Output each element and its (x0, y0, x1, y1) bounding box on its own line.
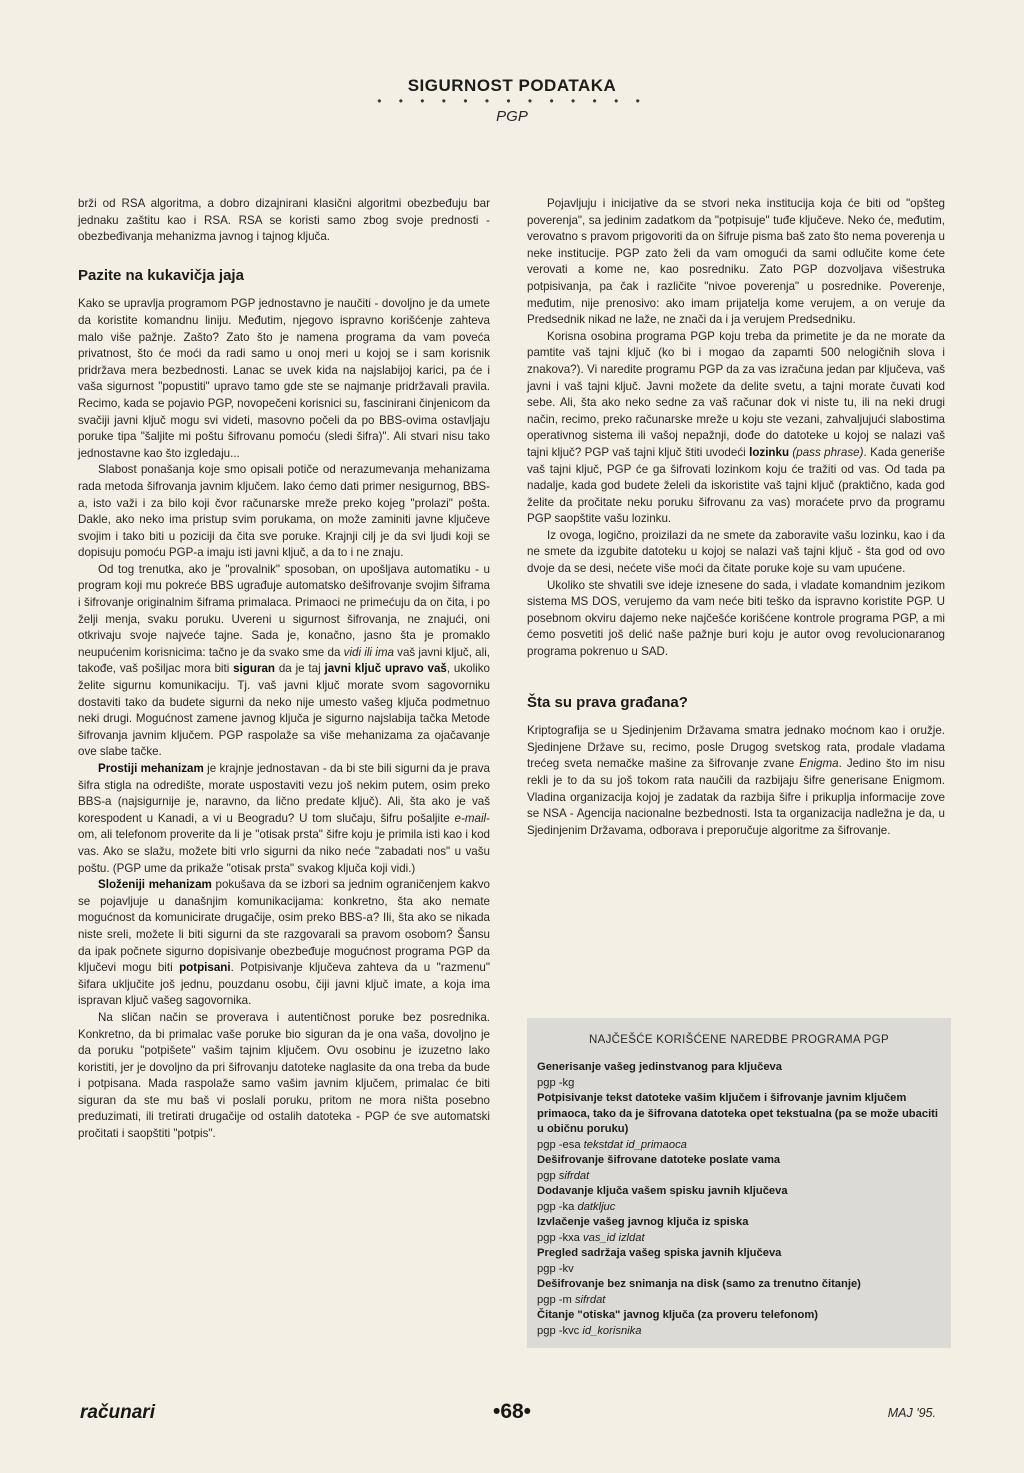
paragraph: Prostiji mehanizam je krajnje jednostavan - da bi ste bili sigurni da je prava šifra stigla na odredište, morate uspostaviti vezu još nekim putem, osim preko BBS-a (najsigurnije je, naravno, da lično predate ključ). Ali, šta ako je vaš korespodent u Kanadi, a vi u Beogradu? U tom slučaju, šifru pošaljite e-mail-om, ali telefonom proverite da li je "otisak prsta" šifre koju je primila isti kao i kod vas. Ako se slažu, možete biti vrlo sigurni da niko neće "zabadati nos" u vašu poštu. (PGP ume da prikaže "otisak prsta" svakog ključa koji vidi.) (78, 762, 490, 875)
subheading: Pazite na kukavičja jaja (78, 266, 244, 284)
command-item: Pregled sadržaja vašeg spiska javnih ključeva pgp -kv (537, 1247, 782, 1275)
paragraph: brži od RSA algoritma, a dobro dizajnirani klasični algoritmi obezbeđuju bar jednaku zaštitu kao i RSA. RSA se koristi samo zbog svoje prednosti - obezbeđivanja mehanizma javnog i tajnog ključa. (78, 197, 490, 244)
command-item: Izvlačenje vašeg javnog ključa iz spiska pgp -kxa vas_id izldat (537, 1216, 749, 1244)
paragraph: Korisna osobina programa PGP koju treba da primetite je da ne morate da pamtite vaš tajni ključ (ko bi i mogao da zapamti 500 nelogičnih slova i znakova?). Vi naredite programu PGP da za vas izračuna jedan par ključeva, vaš javni i vaš tajni ključ. Javni možete da delite svetu, a tajni morate čuvati kod sebe. Ali, šta ako neko sedne za vaš računar dok vi niste tu, ili na neki drugi način, recimo, preko računarske mreže u koju ste vezani, zahvaljujući slabostima operativnog sistema ili vašoj nepažnji, dođe do datoteke u kojoj se nalazi vaš tajni ključ? PGP vaš tajni ključ štiti uvodeći lozinku (pass phrase). Kada generiše vaš tajni ključ, PGP će ga šifrovati lozinkom koju će tražiti od vas. Od tada pa nadalje, kada god budete želeli da iskoristite vaš tajni ključ (praktično, kada god želite da pročitate neku poruku šifrovanu za vas) moraćete prvo da programu PGP saopštite vašu lozinku. (527, 329, 945, 526)
paragraph: Slabost ponašanja koje smo opisali potiče od nerazumevanja mehanizama rada metoda šifrovanja javnim ključem. Iako ćemo dati primer nesigurnog, BBS-a, isto važi i za bilo koji čvor računarske mreže preko kojeg "prolazi" pošta. Dakle, ako neko ima pristup svim porukama, on može zaminiti javne ključeve svojim i tako biti u poziciji da čita sve poruke. Krajnji cilj je da svi ljudi koji se dopisuju pomoću PGP-a imaju isti javni ključ, a da to i ne znaju. (78, 463, 490, 560)
section-subtitle: PGP (496, 108, 528, 125)
paragraph: Ukoliko ste shvatili sve ideje iznesene do sada, i vladate komandnim jezikom sistema MS DOS, verujemo da vam neće biti teško da ispravno koristite PGP. U posebnom okviru dajemo neke najčešće korišćene kontrole programa PGP, a mi ćemo posvetiti još delić naše pažnje buri koju je autor ovog revolucionaranog programa pokrenuo u SAD. (527, 578, 945, 659)
right-column (527, 196, 945, 839)
command-item: Dešifrovanje šifrovane datoteke poslate vama pgp sifrdat (537, 1154, 781, 1182)
command-item: Čitanje "otiska" javnog ključa (za proveru telefonom) pgp -kvc id_korisnika (537, 1309, 819, 1337)
left-column (78, 196, 490, 1143)
command-box (527, 1018, 951, 1348)
page-number: •68• (492, 1400, 532, 1423)
section-header (0, 76, 1024, 125)
dot-rule: • • • • • • • • • • • • • (377, 94, 647, 108)
paragraph: Na sličan način se proverava i autentičnost poruke bez posrednika. Konkretno, da bi primalac vaše poruke bio siguran da je ona vaša, dovoljno je da poruku "potpišete" vašim tajnim ključem. Ovu osobinu je izuzetno lako koristiti, jer je dovoljno da pri šifrovanju datoteke naglasite da ona treba da bude i potpisana. Mada raspolaže samo vašim javnim ključem, primalac će biti siguran da ste mu baš vi poslali poruku, pritom ne mora ništa posebno preduzimati, ili tretirati drugačije od ostalih datoteka - PGP će sve automatski pročitati i saopštiti "potpis". (78, 1010, 490, 1141)
section-title: SIGURNOST PODATAKA (407, 76, 617, 95)
issue-label: MAJ '95. (887, 1406, 936, 1420)
paragraph: Iz ovoga, logično, proizilazi da ne smete da zaboravite vašu lozinku, kao i da ne smete da izgubite datoteku u kojoj se nalazi vaš tajni ključ - šta god od ovo dvoje da se desi, nećete više moći da čitate poruke koje su vam upućene. (527, 528, 945, 576)
command-item: Generisanje vašeg jedinstvanog para ključeva pgp -kg (537, 1061, 782, 1089)
paragraph: Od tog trenutka, ako je "provalnik" sposoban, on upošljava automatiku - u program koji mu pokreće BBS ugrađuje automatsko dešifrovanje svojim šiframa i šifrovanje originalnim šiframa primalaca. Primaoci ne primećuju da on čita, i po želji menja, svaku poruku. Uvereni u sigurnost šifrovanja, ne znajući, oni otkrivaju svoje najveće tajne. Sada je, konačno, jasno šta je promaklo neupućenim korisnicima: tačno je da svako sme da vidi ili ima vaš javni ključ, ali, takođe, vaš pošiljac mora biti siguran da je taj javni ključ upravo vaš, ukoliko želite sigurnu komunikaciju. Tj. vaš javni ključ morate svom sagovorniku dostaviti tako da budete sigurni da neko nije umesto vašeg ključa podmetnuo neki drugi. Mogućnost zamene javnog ključa je sigurno najslabija tačka Metode šifrovanja javnim ključem. PGP raspolaže sa više mehanizama za ojačavanje ove slabe tačke. (78, 562, 491, 759)
command-list (527, 1060, 951, 1339)
paragraph: Kako se upravlja programom PGP jednostavno je naučiti - dovoljno je da umete da koristite komandnu liniju. Međutim, njegovo ispravno korišćenje zahteva malo više pažnje. Zašto? Zato što je namena programa da vam poveća privatnost, što će moći da radi samo u onoj meri u kojoj se i sam korisnik pridržava mera bezbednosti. Lanac se uvek kida na najslabijoj karici, pa će i vaša sigurnost "popustiti" upravo tamo gde ste se najmanje pridržavali pravila. Recimo, kada se pojavio PGP, novopečeni korisnici su, fascinirani činjenicom da svačiji javni ključ mogu svi videti, masovno počeli da po BBS-ovima ostavljaju poruke tipa "šaljite mi poštu šifrovanu pomoću (sledi šifra)". Ali stvari nisu tako jednostavne kao što izgledaju... (78, 297, 490, 460)
paragraph: Pojavljuju i inicijative da se stvori neka institucija koja će biti od "opšteg poverenja", sa jedinim zadatkom da "potpisuje" tuđe ključeve. Neko će, međutim, verovatno s pravom prigovoriti da on šifruje pisma baš zato što nema poverenja u neke institucije. PGP zato želi da vam omogući da sami odlučite kome ćete verovati a kome ne, kao posredniku. Zato PGP dozvoljava višestruka potpisivanja, pa čak i različite "nivoe poverenja" u posrednike. Poverenje, međutim, nije prenosivo: ako imam prijatelja kome verujem, a on veruje da Predsednik nikad ne laže, ne znači da i ja verujem Predsedniku. (527, 197, 945, 327)
paragraph: Kriptografija se u Sjedinjenim Državama smatra jednako moćnom kao i oružje. Sjedinjene Države su, recimo, posle Drugog svetskog rata, prodale vladama trećeg sveta nemačke mašine za šifrovanje zvane Enigma. Jedino što im nisu rekli je to da su još tokom rata naučili da razbijaju šifre generisane Enigmom. Vladina organizacija kojoj je zadatak da razbija šifre i prikuplja informacije zove se NSA - Agencija nacionalne bezbednosti. Ista ta organizacija nadležna je da, u Sjedinjenim Državama, odborava i preporučuje algoritme za šifrovanje. (527, 724, 945, 837)
command-item: Potpisivanje tekst datoteke vašim ključem i šifrovanje javnim ključem primaoca, tako da je šifrovana datoteka opet tekstualna (pa se može ubaciti u običnu poruku) pgp -esa tekstdat id_primaoca (537, 1092, 939, 1151)
paragraph: Složeniji mehanizam pokušava da se izbori sa jednim ograničenjem kakvo se pojavljuje u današnjim komunikacijama: konkretno, šta ako nemate mogućnost da komunicirate drugačije, osim preko BBS-a? Ili, šta ako se nikada niste sreli, možete li biti sigurni da ste razgovarali sa pravom osobom? Šansu da ipak počnete sigurno dopisivanje obezbeđuje mogućnost programa PGP da ključevi mogu biti potpisani. Potpisivanje ključeva zahteva da u "razmenu" šifara uključite još jednu, pouzdanu osobu, čiji javni ključ imate, a koja ima ispravan ključ vašeg sagovornika. (78, 878, 490, 1008)
subheading: Šta su prava građana? (527, 693, 688, 711)
command-box-title: NAJČEŠĆE KORIŠĆENE NAREDBE PROGRAMA PGP (589, 1034, 889, 1046)
command-item: Dodavanje ključa vašem spisku javnih ključeva pgp -ka datkljuc (537, 1185, 788, 1213)
page-footer (0, 1400, 1024, 1430)
command-item: Dešifrovanje bez snimanja na disk (samo za trenutno čitanje) pgp -m sifrdat (537, 1278, 861, 1306)
magazine-logo: računari (80, 1402, 155, 1423)
